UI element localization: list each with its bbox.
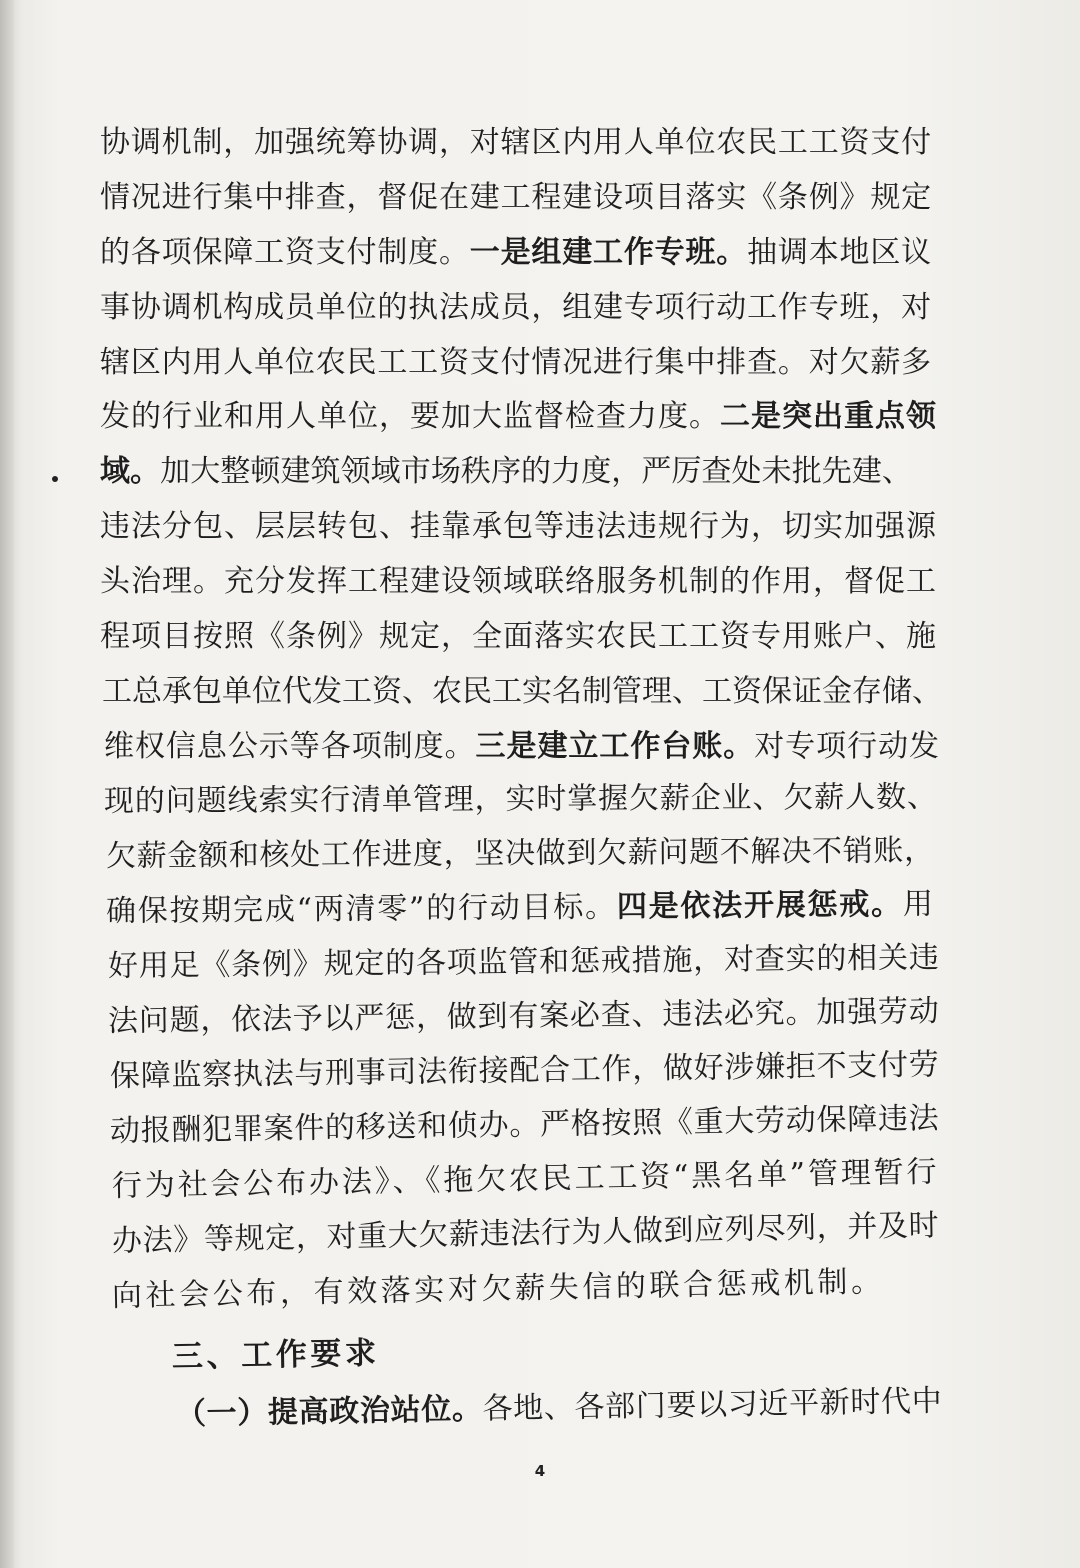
text-line (100, 233, 932, 273)
section-heading (172, 1333, 380, 1377)
text-line (100, 452, 912, 492)
text-line (100, 288, 932, 328)
text-run: 确保按期完成“两清零”的行动目标。 (105, 889, 618, 929)
text-line (112, 1206, 940, 1262)
text-line (100, 397, 937, 437)
text-line (112, 1262, 885, 1317)
page-number: 4 (534, 1462, 546, 1480)
text-run: 向社会公布，有效落实对欠薪失信的联合惩戒机制。 (111, 1264, 885, 1314)
text-line (104, 778, 938, 822)
text-line (102, 672, 942, 712)
bold-text-run: （一）提高政治站位。 (175, 1391, 483, 1432)
text-run: 用 (902, 886, 935, 923)
text-run: 行为社会公布办法》、《拖欠农民工工资“黑名单”管理暂行 (111, 1154, 940, 1204)
text-run: 违法分包、层层转包、挂靠承包等违法违规行为，切实加强源 (100, 509, 937, 544)
text-line (106, 831, 935, 877)
bold-text-run: 四是依法开展惩戒。 (616, 887, 904, 925)
subsection-line (176, 1382, 943, 1435)
text-run: 办法》等规定，对重大欠薪违法行为人做到应列尽列，并及时 (111, 1208, 940, 1259)
bold-text-run: 域。 (100, 454, 161, 489)
text-line (112, 1153, 940, 1207)
text-line (100, 178, 932, 218)
text-run: 保障监察执法与刑事司法衔接配合工作，做好涉嫌拒不支付劳 (109, 1047, 940, 1094)
text-run: 情况进行集中排查，督促在建工程建设项目落实《条例》规定 (100, 180, 932, 215)
text-run: 法问题，依法予以严惩，做到有案必查、违法必究。加强劳动 (107, 993, 940, 1039)
text-line (110, 1045, 940, 1097)
bold-text-run: 三、工作要求 (171, 1335, 380, 1375)
text-line (110, 1099, 940, 1152)
text-line (104, 727, 940, 767)
text-line (108, 938, 940, 987)
text-run: 头治理。充分发挥工程建设领域联络服务机制的作用，督促工 (100, 564, 937, 599)
text-run: 维权信息公示等各项制度。 (104, 729, 476, 764)
text-run: 的各项保障工资支付制度。 (100, 235, 470, 270)
text-run: 对专项行动发 (754, 729, 940, 764)
text-run: 现的问题线索实行清单管理，实时掌握欠薪企业、欠薪人数、 (103, 779, 938, 819)
text-line (100, 507, 937, 547)
text-line (100, 617, 937, 657)
bold-text-run: 三是建立工作台账。 (475, 729, 755, 764)
text-run: 各地、各部门要以习近平新时代中 (482, 1383, 943, 1427)
bold-text-run: 二是突出重点领 (720, 399, 937, 434)
text-run: 发的行业和用人单位，要加大监督检查力度。 (100, 399, 720, 434)
page-left-edge-shadow (0, 0, 14, 1568)
text-run: 欠薪金额和核处工作进度，坚决做到欠薪问题不解决不销账， (105, 833, 935, 874)
text-run: 辖区内用人单位农民工工资支付情况进行集中排查。对欠薪多 (100, 345, 932, 380)
text-line (100, 123, 932, 163)
text-line (106, 885, 935, 932)
bold-text-run: 一是组建工作专班。 (469, 235, 748, 270)
text-run: 抽调本地区议 (747, 235, 932, 270)
text-line (100, 343, 932, 383)
text-run: 好用足《条例》规定的各项监管和惩戒措施，对查实的相关违 (107, 940, 940, 984)
text-run: 程项目按照《条例》规定，全面落实农民工工资专用账户、施 (100, 619, 937, 654)
stray-ink-dot (52, 476, 58, 482)
text-run: 事协调机构成员单位的执法成员，组建专项行动工作专班，对 (100, 290, 932, 325)
text-run: 协调机制，加强统筹协调，对辖区内用人单位农民工工资支付 (100, 125, 932, 160)
text-run: 加大整顿建筑领域市场秩序的力度，严厉查处未批先建、 (160, 454, 913, 489)
text-run: 工总承包单位代发工资、农民工实名制管理、工资保证金存储、 (102, 674, 942, 709)
text-run: 动报酬犯罪案件的移送和侦办。严格按照《重大劳动保障违法 (109, 1100, 940, 1149)
text-line (100, 562, 937, 602)
text-line (108, 992, 940, 1042)
